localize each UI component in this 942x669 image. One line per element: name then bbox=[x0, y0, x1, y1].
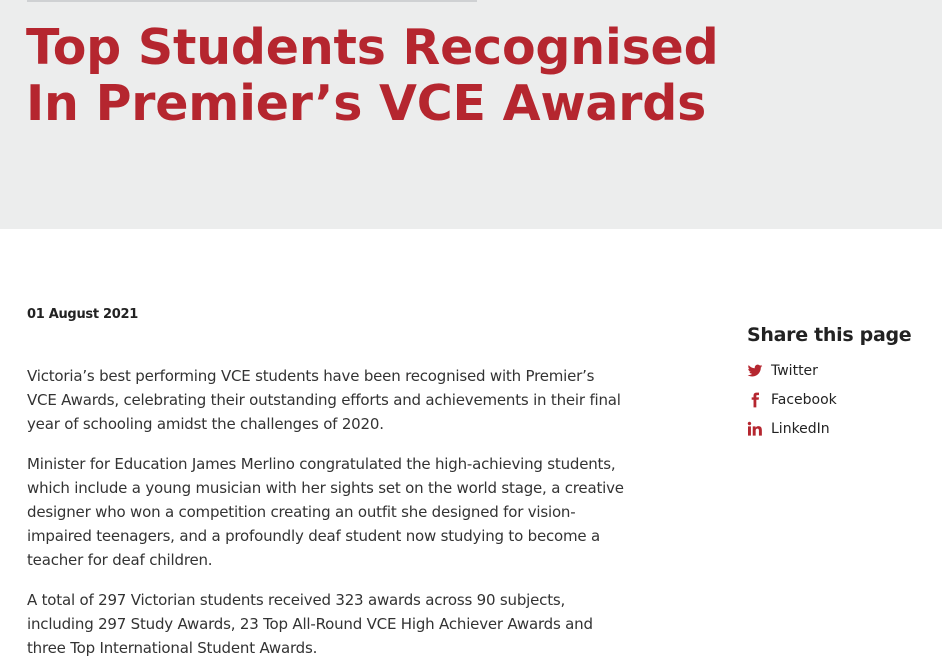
share-item-label: Twitter bbox=[771, 362, 818, 379]
article-paragraph: A total of 297 Victorian students received 323 awards across 90 subjects, including 297 Study Awards, 23 Top All-Round VCE High Achiever Awards and three Top International Student Awards. bbox=[27, 591, 593, 657]
publish-date: 01 August 2021 bbox=[27, 307, 138, 322]
page-hero bbox=[0, 0, 942, 229]
article-paragraph: Victoria’s best performing VCE students have been recognised with Premier’s VCE Awards, celebrating their outstanding efforts and achievements in their final year of schooling amidst the challenges of 2020. bbox=[27, 367, 621, 433]
article-paragraph: Minister for Education James Merlino congratulated the high-achieving students, which include a young musician with her sights set on the world stage, a creative designer who won a competition creating an outfit she designed for vision-impaired teenagers, and a profoundly deaf student now studying to become a teacher for deaf children. bbox=[27, 455, 624, 569]
article-body bbox=[27, 364, 627, 669]
share-heading: Share this page bbox=[747, 324, 912, 346]
page-title: Top Students Recognised In Premier’s VCE Awards bbox=[26, 19, 719, 132]
share-item-label: Facebook bbox=[771, 391, 837, 408]
twitter-icon bbox=[747, 363, 763, 379]
share-facebook-link[interactable] bbox=[747, 385, 937, 414]
share-list bbox=[747, 356, 937, 443]
share-twitter-link[interactable] bbox=[747, 356, 937, 385]
share-linkedin-link[interactable] bbox=[747, 414, 937, 443]
linkedin-icon bbox=[747, 421, 763, 437]
share-panel bbox=[747, 322, 937, 443]
hero-divider bbox=[27, 0, 477, 2]
share-item-label: LinkedIn bbox=[771, 420, 830, 437]
facebook-icon bbox=[747, 392, 763, 408]
